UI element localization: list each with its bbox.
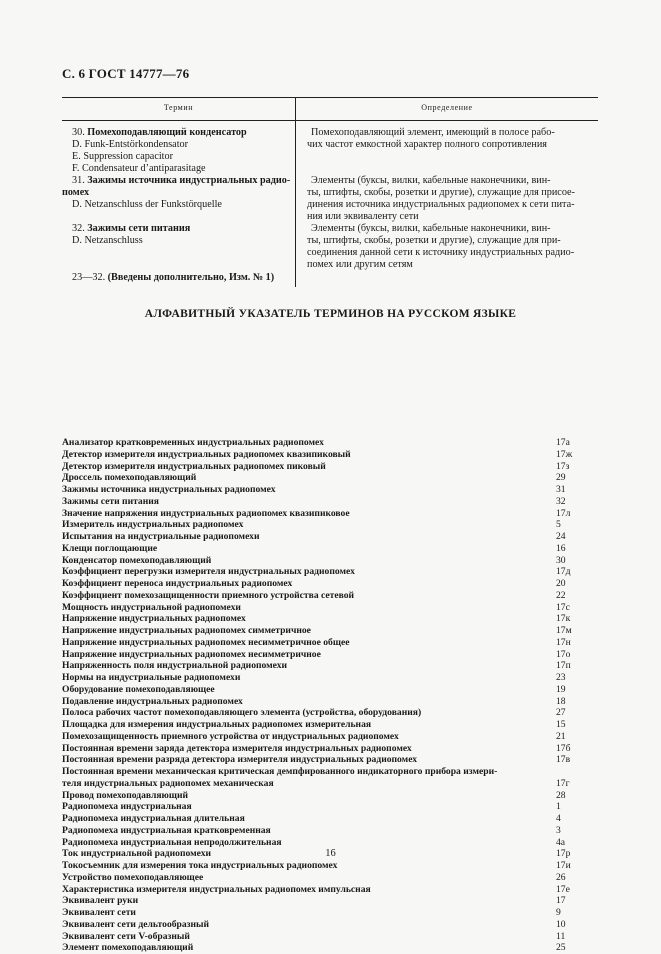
index-entry-term: Токосъемник для измерения тока индустриальных радиопомех bbox=[62, 860, 338, 871]
term-30-title: 30. Помехоподавляющий конденсатор bbox=[72, 127, 247, 138]
index-entry bbox=[62, 719, 598, 731]
index-entry-term: Подавление индустриальных радиопомех bbox=[62, 695, 243, 707]
index-entry bbox=[62, 790, 598, 802]
index-entry-term: Детектор измерителя индустриальных радиопомех пиковый bbox=[62, 460, 326, 472]
column-header-definition: Определение bbox=[421, 103, 473, 112]
index-entry-number: 20 bbox=[556, 578, 566, 589]
index-entry-term: Дроссель помехоподавляющий bbox=[62, 472, 197, 484]
index-entry bbox=[62, 942, 598, 954]
terms-table-header bbox=[62, 97, 598, 121]
index-entry bbox=[62, 825, 598, 837]
index-entry-number: 28 bbox=[556, 789, 566, 801]
index-entry-term: Напряженность поля индустриальной радиопомехи bbox=[62, 660, 288, 672]
index-entry-term: Детектор измерителя индустриальных радиопомех квазипиковый bbox=[62, 448, 351, 460]
definition-30-line-2: чих частот емкостной характер полного сопротивления bbox=[307, 139, 547, 150]
index-entry-number: 5 bbox=[556, 519, 561, 531]
index-entry-term: Значение напряжения индустриальных радиопомех квазипиковое bbox=[62, 507, 350, 519]
index-entry bbox=[62, 578, 598, 590]
index-entry-number: 17п bbox=[556, 660, 571, 672]
definition-32-line-4: помех или другим сетям bbox=[307, 259, 413, 270]
index-entry bbox=[62, 508, 598, 520]
index-entry-term: Постоянная времени заряда детектора измерителя индустриальных радиопомех bbox=[62, 742, 412, 754]
term-31-title-cont: помех bbox=[62, 187, 90, 198]
term-30-german: D. Funk-Entstörkondensator bbox=[72, 139, 189, 150]
index-entry-term: Радиопомеха индустриальная кратковременная bbox=[62, 824, 271, 836]
index-entry-number: 18 bbox=[556, 695, 566, 707]
index-entry-number: 17 bbox=[556, 895, 566, 907]
index-entry bbox=[62, 860, 598, 872]
index-entry-term: Коэффициент помехозащищенности приемного устройства сетевой bbox=[62, 589, 355, 601]
page-header: С. 6 ГОСТ 14777—76 bbox=[62, 66, 190, 81]
index-entry-term: Измеритель индустриальных радиопомех bbox=[62, 519, 244, 531]
index-entry-term: Провод помехоподавляющий bbox=[62, 789, 189, 801]
definition-30-line-1: Помехоподавляющий элемент, имеющий в полосе рабо- bbox=[311, 127, 555, 138]
index-entry-term: Полоса рабочих частот помехоподавляющего элемента (устройства, оборудования) bbox=[62, 707, 422, 719]
index-entry-number: 25 bbox=[556, 942, 566, 954]
index-entry-term: Постоянная времени разряда детектора измерителя индустриальных радиопомех bbox=[62, 754, 418, 766]
index-entry-number: 31 bbox=[556, 484, 566, 495]
index-entry bbox=[62, 660, 598, 672]
index-entry-term: Ток индустриальной радиопомехи bbox=[62, 848, 212, 860]
term-31-title: 31. Зажимы источника индустриальных радио- bbox=[72, 175, 291, 186]
index-entry bbox=[62, 931, 598, 943]
index-entry-number: 11 bbox=[556, 930, 566, 942]
index-entry-term: Устройство помехоподавляющее bbox=[62, 871, 204, 883]
index-entry-number: 17д bbox=[556, 566, 571, 578]
index-entry bbox=[62, 472, 598, 484]
index-entry bbox=[62, 907, 598, 919]
definition-31-line-4: ния или эквиваленту сети bbox=[307, 211, 419, 222]
column-divider bbox=[295, 97, 296, 287]
index-entry bbox=[62, 743, 598, 755]
index-entry-number: 17ж bbox=[556, 448, 573, 460]
index-entry-number: 17м bbox=[556, 625, 572, 636]
index-entry bbox=[62, 566, 598, 578]
index-entry bbox=[62, 496, 598, 508]
definition-31-line-3: динения источника индустриальных радиопомех к сети пита- bbox=[307, 199, 575, 210]
index-entry bbox=[62, 801, 598, 813]
index-entry bbox=[62, 637, 598, 649]
index-entry-term: Характеристика измерителя индустриальных радиопомех импульсная bbox=[62, 883, 371, 895]
index-entry-term: Эквивалент сети V-образный bbox=[62, 930, 190, 942]
index-entry-term: теля индустриальных радиопомех механическая bbox=[62, 777, 274, 789]
index-entry-number: 10 bbox=[556, 918, 566, 930]
index-entry bbox=[62, 919, 598, 931]
index-entry-term: Нормы на индустриальные радиопомехи bbox=[62, 672, 241, 683]
index-entry bbox=[62, 707, 598, 719]
index-entry-term: Оборудование помехоподавляющее bbox=[62, 683, 215, 695]
index-entry-term: Анализатор кратковременных индустриальных радиопомех bbox=[62, 437, 324, 448]
index-entry bbox=[62, 731, 598, 743]
index-entry bbox=[62, 484, 598, 496]
index-entry-number: 22 bbox=[556, 589, 566, 601]
index-entry bbox=[62, 837, 598, 849]
term-32-title: 32. Зажимы сети питания bbox=[72, 223, 191, 234]
index-entry bbox=[62, 813, 598, 825]
index-entry bbox=[62, 684, 598, 696]
index-entry-number: 15 bbox=[556, 719, 566, 730]
index-entry-number: 17н bbox=[556, 636, 571, 648]
definition-31-line-2: ты, штифты, скобы, розетки и другие), служащие для присое- bbox=[307, 187, 575, 198]
index-entry-number: 17е bbox=[556, 883, 570, 895]
index-entry-number: 4 bbox=[556, 813, 561, 824]
definition-32-line-2: ты, штифты, скобы, розетки и другие), служащие для при- bbox=[307, 235, 561, 246]
index-entry-term: Радиопомеха индустриальная bbox=[62, 801, 192, 813]
index-entry-number: 17л bbox=[556, 507, 571, 519]
index-entry-number: 23 bbox=[556, 672, 566, 683]
definition-32-line-1: Элементы (буксы, вилки, кабельные наконечники, вин- bbox=[311, 223, 551, 234]
term-32-german: D. Netzanschluss bbox=[72, 235, 143, 246]
index-entry-number: 17к bbox=[556, 613, 571, 625]
index-entry-term: Напряжение индустриальных радиопомех несимметричное bbox=[62, 648, 321, 660]
index-entry-number: 21 bbox=[556, 730, 566, 742]
index-entry-number: 17с bbox=[556, 601, 570, 613]
column-header-term: Термин bbox=[163, 103, 194, 112]
index-entry-number: 16 bbox=[556, 542, 566, 554]
index-entry-number: 17а bbox=[556, 437, 570, 448]
index-entry-number: 17г bbox=[556, 777, 570, 789]
index-entry-term: Испытания на индустриальные радиопомехи bbox=[62, 531, 260, 542]
index-entry-number: 17в bbox=[556, 754, 571, 766]
index-entry bbox=[62, 461, 598, 473]
definition-32-line-3: соединения данной сети к источнику индустриальных радио- bbox=[307, 247, 575, 258]
index-entry-number: 17р bbox=[556, 848, 571, 860]
index-entry-term: Клещи поглощающие bbox=[62, 542, 158, 554]
index-entry-term: Площадка для измерения индустриальных радиопомех измерительная bbox=[62, 719, 372, 730]
index-entry-term: Зажимы сети питания bbox=[62, 495, 159, 507]
index-entry bbox=[62, 437, 598, 449]
index-entry-term: Мощность индустриальной радиопомехи bbox=[62, 601, 241, 613]
page-number: 16 bbox=[325, 848, 336, 859]
index-entry-number: 19 bbox=[556, 683, 566, 695]
index-entry bbox=[62, 531, 598, 543]
index-entry bbox=[62, 625, 598, 637]
index-entry bbox=[62, 543, 598, 555]
index-entry-number: 26 bbox=[556, 871, 566, 883]
index-entry-number: 17и bbox=[556, 860, 571, 871]
index-entry bbox=[62, 590, 598, 602]
index-entry bbox=[62, 766, 598, 778]
index-entry bbox=[62, 519, 598, 531]
index-entry-number: 17о bbox=[556, 648, 571, 660]
index-entry bbox=[62, 754, 598, 766]
index-entry-term: Зажимы источника индустриальных радиопомех bbox=[62, 484, 276, 495]
index-entry-term: Напряжение индустриальных радиопомех симметричное bbox=[62, 625, 311, 636]
index-entry-term: Постоянная времени механическая критическая демпфированного индикаторного прибора измери- bbox=[62, 766, 498, 777]
index-entry-number: 17з bbox=[556, 460, 570, 472]
index-entry-term: Эквивалент сети дельтообразный bbox=[62, 918, 210, 930]
index-entry-term: Напряжение индустриальных радиопомех bbox=[62, 613, 246, 625]
index-entry-number: 30 bbox=[556, 554, 566, 566]
index-entry-number: 1 bbox=[556, 801, 561, 813]
index-entry-number: 27 bbox=[556, 707, 566, 719]
index-entry bbox=[62, 649, 598, 661]
term-30-english: E. Suppression capacitor bbox=[72, 151, 173, 162]
index-entry-number: 17б bbox=[556, 742, 571, 754]
index-entry-term: Эквивалент руки bbox=[62, 895, 139, 907]
index-title: АЛФАВИТНЫЙ УКАЗАТЕЛЬ ТЕРМИНОВ НА РУССКОМ ЯЗЫКЕ bbox=[144, 308, 517, 320]
index-entry bbox=[62, 449, 598, 461]
amendment-note: 23—32. (Введены дополнительно, Изм. № 1) bbox=[72, 272, 275, 283]
index-entry bbox=[62, 696, 598, 708]
term-30-french: F. Condensateur d’antiparasitage bbox=[72, 163, 206, 174]
index-entry-number: 4а bbox=[556, 836, 566, 848]
definition-31-line-1: Элементы (буксы, вилки, кабельные наконечники, вин- bbox=[311, 175, 551, 186]
index-entry-term: Радиопомеха индустриальная длительная bbox=[62, 813, 245, 824]
term-31-german: D. Netzanschluss der Funkstörquelle bbox=[72, 199, 222, 210]
index-entry-number: 3 bbox=[556, 824, 561, 836]
index-entry-term: Эквивалент сети bbox=[62, 907, 136, 918]
index-entry-number: 32 bbox=[556, 495, 566, 507]
index-entry-term: Помехозащищенность приемного устройства от индустриальных радиопомех bbox=[62, 730, 399, 742]
index-entry-number: 29 bbox=[556, 472, 566, 484]
index-entry-number: 24 bbox=[556, 531, 566, 542]
index-entry bbox=[62, 895, 598, 907]
index-entry bbox=[62, 555, 598, 567]
index-entry-number: 9 bbox=[556, 907, 561, 918]
index-entry-term: Элемент помехоподавляющий bbox=[62, 942, 194, 954]
index-entry-term: Коэффициент перегрузки измерителя индустриальных радиопомех bbox=[62, 566, 355, 578]
index-entry bbox=[62, 613, 598, 625]
index-entry-term: Коэффициент переноса индустриальных радиопомех bbox=[62, 578, 293, 589]
index-entry bbox=[62, 884, 598, 896]
index-entry-term: Напряжение индустриальных радиопомех несимметричное общее bbox=[62, 636, 350, 648]
index-entry bbox=[62, 602, 598, 614]
index-entry bbox=[62, 672, 598, 684]
index-entry bbox=[62, 778, 598, 790]
index-entry-term: Радиопомеха индустриальная непродолжительная bbox=[62, 836, 282, 848]
index-entry-term: Конденсатор помехоподавляющий bbox=[62, 554, 212, 566]
index-entry bbox=[62, 872, 598, 884]
